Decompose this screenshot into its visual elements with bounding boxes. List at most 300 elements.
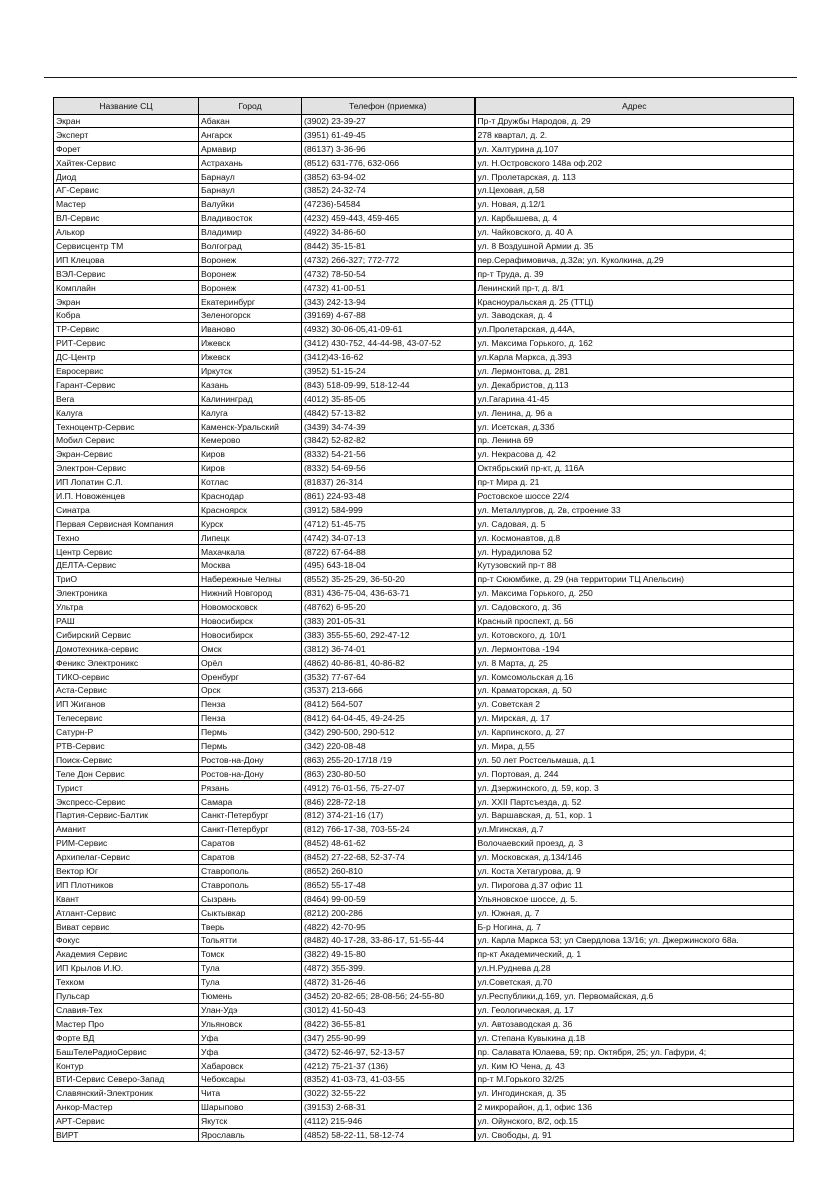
cell-address: ул. Степана Кувыкина д.18 [475,1031,794,1045]
cell-city: Томск [199,947,302,961]
table-row [54,503,794,517]
cell-phone: (8464) 99-00-59 [302,892,475,906]
cell-phone: (342) 220-08-48 [302,739,475,753]
cell-address: ул. Свободы, д. 91 [475,1128,794,1142]
cell-city: Пенза [199,711,302,725]
cell-address: ул. Садовского, д. 36 [475,600,794,614]
table-row [54,975,794,989]
table-row [54,433,794,447]
cell-address: ул. Заводская, д. 4 [475,308,794,322]
cell-address: ул. XXII Партсъезда, д. 52 [475,795,794,809]
cell-city: Уфа [199,1045,302,1059]
service-centers-table-container [53,97,793,1142]
cell-phone: (3812) 36-74-01 [302,642,475,656]
cell-address: ул. Ингодинская, д. 35 [475,1086,794,1100]
cell-city: Ростов-на-Дону [199,753,302,767]
cell-address: Пр-т Дружбы Народов, д. 29 [475,114,794,128]
cell-service-center: Атлант-Сервис [54,906,199,920]
table-row [54,1072,794,1086]
table-row [54,461,794,475]
cell-phone: (4912) 76-01-56, 75-27-07 [302,781,475,795]
cell-service-center: ДС-Центр [54,350,199,364]
cell-phone: (4212) 75-21-37 (136) [302,1059,475,1073]
cell-service-center: Славянский-Электроник [54,1086,199,1100]
table-row [54,336,794,350]
table-row [54,239,794,253]
cell-city: Орёл [199,656,302,670]
cell-phone: (3822) 49-15-80 [302,947,475,961]
cell-city: Валуйки [199,197,302,211]
cell-city: Армавир [199,142,302,156]
table-row [54,1114,794,1128]
cell-address: Красноуральская д. 25 (ТТЦ) [475,295,794,309]
cell-address: ул. Советская 2 [475,697,794,711]
cell-phone: (8412) 564-507 [302,697,475,711]
cell-service-center: Кобра [54,308,199,322]
cell-phone: (4872) 31-26-46 [302,975,475,989]
table-row [54,947,794,961]
cell-phone: (3452) 20-82-65; 28-08-56; 24-55-80 [302,989,475,1003]
cell-city: Саратов [199,850,302,864]
cell-city: Омск [199,642,302,656]
cell-address: ул. Мирская, д. 17 [475,711,794,725]
cell-service-center: Форет [54,142,199,156]
cell-city: Тула [199,975,302,989]
cell-phone: (8332) 54-69-56 [302,461,475,475]
cell-address: ул. Садовая, д. 5 [475,517,794,531]
table-row [54,211,794,225]
cell-phone: (8482) 40-17-28, 33-86-17, 51-55-44 [302,934,475,948]
cell-service-center: Электроника [54,586,199,600]
cell-service-center: Вега [54,392,199,406]
cell-service-center: Комплайн [54,281,199,295]
table-row [54,1045,794,1059]
table-row [54,114,794,128]
cell-address: ул. Котовского, д. 10/1 [475,628,794,642]
table-row [54,767,794,781]
table-row [54,420,794,434]
cell-address: пр. Ленина 69 [475,433,794,447]
cell-service-center: Аста-Сервис [54,684,199,698]
cell-service-center: Гарант-Сервис [54,378,199,392]
cell-city: Красноярск [199,503,302,517]
table-row [54,878,794,892]
cell-address: ул. Максима Горького, д. 162 [475,336,794,350]
cell-city: Владимир [199,225,302,239]
cell-address: ул. Новая, д.12/1 [475,197,794,211]
cell-phone: (8552) 35-25-29, 36-50-20 [302,572,475,586]
table-row [54,489,794,503]
cell-service-center: Фокус [54,934,199,948]
cell-phone: (812) 766-17-38, 703-55-24 [302,822,475,836]
cell-service-center: Экран [54,295,199,309]
cell-city: Улан-Удэ [199,1003,302,1017]
table-row [54,475,794,489]
cell-city: Санкт-Петербург [199,809,302,823]
cell-address: ул. Краматорская, д. 50 [475,684,794,698]
cell-city: Орск [199,684,302,698]
column-header-name: Название СЦ [54,98,199,115]
cell-phone: (3951) 61-49-45 [302,128,475,142]
cell-city: Якутск [199,1114,302,1128]
cell-address: ул. Декабристов, д.113 [475,378,794,392]
cell-city: Липецк [199,531,302,545]
cell-address: ул. Коста Хетагурова, д. 9 [475,864,794,878]
cell-phone: (4862) 40-86-81, 40-86-82 [302,656,475,670]
cell-address: Волочаевский проезд, д. 3 [475,836,794,850]
table-row [54,684,794,698]
table-row [54,545,794,559]
cell-city: Пенза [199,697,302,711]
table-row [54,183,794,197]
cell-service-center: Архипелаг-Сервис [54,850,199,864]
cell-service-center: Анкор-Мастер [54,1100,199,1114]
cell-service-center: Квант [54,892,199,906]
cell-city: Екатеринбург [199,295,302,309]
cell-service-center: ИП Крылов И.Ю. [54,961,199,975]
cell-phone: (3412)43-16-62 [302,350,475,364]
cell-address: пр-т Сююмбике, д. 29 (на территории ТЦ Апельсин) [475,572,794,586]
cell-city: Санкт-Петербург [199,822,302,836]
table-row [54,392,794,406]
cell-service-center: Хайтек-Сервис [54,156,199,170]
table-row [54,670,794,684]
cell-phone: (8442) 35-15-81 [302,239,475,253]
cell-phone: (3532) 77-67-64 [302,670,475,684]
cell-address: пр-кт Академический, д. 1 [475,947,794,961]
column-header-address: Адрес [475,98,794,115]
table-row [54,697,794,711]
cell-service-center: ИП Клецова [54,253,199,267]
cell-service-center: ТР-Сервис [54,322,199,336]
cell-phone: (846) 228-72-18 [302,795,475,809]
cell-address: ул. Максима Горького, д. 250 [475,586,794,600]
cell-city: Оренбург [199,670,302,684]
cell-address: Ростовское шоссе 22/4 [475,489,794,503]
cell-city: Ростов-на-Дону [199,767,302,781]
cell-phone: (4112) 215-946 [302,1114,475,1128]
cell-service-center: Форте ВД [54,1031,199,1045]
cell-phone: (4822) 42-70-95 [302,920,475,934]
cell-address: ул.Республики,д.169, ул. Первомайская, д.6 [475,989,794,1003]
cell-city: Калуга [199,406,302,420]
cell-city: Рязань [199,781,302,795]
cell-city: Шарыпово [199,1100,302,1114]
cell-city: Каменск-Уральский [199,420,302,434]
cell-phone: (4852) 58-22-11, 58-12-74 [302,1128,475,1142]
cell-service-center: РТВ-Сервис [54,739,199,753]
cell-city: Киров [199,447,302,461]
service-centers-table [53,97,794,1142]
table-row [54,225,794,239]
cell-city: Барнаул [199,170,302,184]
cell-city: Иркутск [199,364,302,378]
cell-service-center: Виват сервис [54,920,199,934]
cell-city: Пермь [199,725,302,739]
cell-city: Зеленогорск [199,308,302,322]
cell-address: ул.Карла Маркса, д.393 [475,350,794,364]
table-row [54,850,794,864]
cell-city: Котлас [199,475,302,489]
table-row [54,1031,794,1045]
cell-city: Сызрань [199,892,302,906]
cell-address: ул. Мира, д.55 [475,739,794,753]
cell-phone: (48762) 6-95-20 [302,600,475,614]
table-row [54,1017,794,1031]
cell-service-center: Мобил Сервис [54,433,199,447]
cell-service-center: ВЭЛ-Сервис [54,267,199,281]
cell-city: Новосибирск [199,628,302,642]
cell-phone: (3952) 51-15-24 [302,364,475,378]
table-row [54,920,794,934]
cell-city: Саратов [199,836,302,850]
cell-service-center: Евросервис [54,364,199,378]
cell-phone: (3912) 584-999 [302,503,475,517]
cell-address: ул. Некрасова д. 42 [475,447,794,461]
cell-address: Кутузовский пр-т 88 [475,559,794,573]
cell-city: Пермь [199,739,302,753]
cell-phone: (8352) 41-03-73, 41-03-55 [302,1072,475,1086]
cell-city: Тюмень [199,989,302,1003]
table-row [54,517,794,531]
table-row [54,961,794,975]
cell-service-center: Первая Сервисная Компания [54,517,199,531]
cell-service-center: Сатурн-Р [54,725,199,739]
cell-address: ул. Ким Ю Чена, д. 43 [475,1059,794,1073]
cell-address: ул. Нурадилова 52 [475,545,794,559]
cell-service-center: Мастер Про [54,1017,199,1031]
cell-city: Махачкала [199,545,302,559]
table-row [54,586,794,600]
column-header-phone: Телефон (приемка) [302,98,475,115]
cell-city: Иваново [199,322,302,336]
cell-service-center: Экран-Сервис [54,447,199,461]
cell-phone: (8412) 64-04-45, 49-24-25 [302,711,475,725]
cell-city: Ульяновск [199,1017,302,1031]
cell-phone: (4742) 34-07-13 [302,531,475,545]
table-body [54,114,794,1142]
cell-phone: (831) 436-75-04, 436-63-71 [302,586,475,600]
cell-service-center: Мастер [54,197,199,211]
cell-phone: (4932) 30-06-05,41-09-61 [302,322,475,336]
table-row [54,531,794,545]
cell-phone: (347) 255-90-99 [302,1031,475,1045]
cell-address: ул. Лермонтова, д. 281 [475,364,794,378]
cell-address: 278 квартал, д. 2. [475,128,794,142]
cell-phone: (3022) 32-55-22 [302,1086,475,1100]
cell-address: ул. Чайковского, д. 40 А [475,225,794,239]
cell-service-center: Славия-Тех [54,1003,199,1017]
cell-address: Красный проспект, д. 56 [475,614,794,628]
table-row [54,156,794,170]
cell-phone: (3412) 430-752, 44-44-98, 43-07-52 [302,336,475,350]
cell-address: Б-р Ногина, д. 7 [475,920,794,934]
cell-service-center: ТИКО-сервис [54,670,199,684]
cell-service-center: ИП Жиганов [54,697,199,711]
cell-city: Набережные Челны [199,572,302,586]
cell-service-center: ВЛ-Сервис [54,211,199,225]
cell-address: ул. Варшавская, д. 51, кор. 1 [475,809,794,823]
cell-city: Краснодар [199,489,302,503]
column-header-city: Город [199,98,302,115]
table-row [54,600,794,614]
cell-city: Тверь [199,920,302,934]
cell-service-center: Экспресс-Сервис [54,795,199,809]
table-row [54,906,794,920]
table-row [54,656,794,670]
cell-service-center: Эксперт [54,128,199,142]
cell-address: ул.Советская, д.70 [475,975,794,989]
cell-address: ул.Пролетарская, д.44А, [475,322,794,336]
cell-city: Хабаровск [199,1059,302,1073]
cell-phone: (4922) 34-86-60 [302,225,475,239]
cell-phone: (8212) 200-286 [302,906,475,920]
cell-address: ул.Н.Руднева д.28 [475,961,794,975]
table-row [54,614,794,628]
table-row [54,781,794,795]
cell-service-center: Вектор Юг [54,864,199,878]
cell-phone: (3439) 34-74-39 [302,420,475,434]
table-row [54,864,794,878]
cell-address: ул. Московская, д.134/146 [475,850,794,864]
table-header-row [54,98,794,115]
cell-service-center: ВТИ-Сервис Северо-Запад [54,1072,199,1086]
cell-phone: (3012) 41-50-43 [302,1003,475,1017]
cell-city: Ярославль [199,1128,302,1142]
cell-city: Ижевск [199,336,302,350]
cell-address: ул. Лермонтова -194 [475,642,794,656]
cell-service-center: И.П. Новоженцев [54,489,199,503]
cell-phone: (342) 290-500, 290-512 [302,725,475,739]
table-row [54,809,794,823]
cell-address: ул. Комсомольская д.16 [475,670,794,684]
cell-city: Воронеж [199,281,302,295]
cell-service-center: Калуга [54,406,199,420]
cell-address: ул. Южная, д. 7 [475,906,794,920]
table-row [54,350,794,364]
cell-service-center: БашТелеРадиоСервис [54,1045,199,1059]
cell-city: Воронеж [199,253,302,267]
cell-service-center: Партия-Сервис-Балтик [54,809,199,823]
cell-phone: (343) 242-13-94 [302,295,475,309]
cell-phone: (843) 518-09-99, 518-12-44 [302,378,475,392]
cell-city: Ангарск [199,128,302,142]
cell-city: Чебоксары [199,1072,302,1086]
cell-service-center: Алькор [54,225,199,239]
cell-address: ул. Карла Маркса 53; ул Свердлова 13/16; ул. Джержинского 68а. [475,934,794,948]
table-row [54,142,794,156]
cell-phone: (4872) 355-399. [302,961,475,975]
cell-address: ул. Ойунского, 8/2, оф.15 [475,1114,794,1128]
cell-phone: (383) 355-55-60, 292-47-12 [302,628,475,642]
table-row [54,642,794,656]
table-row [54,197,794,211]
cell-service-center: Центр Сервис [54,545,199,559]
table-row [54,1100,794,1114]
cell-phone: (4012) 35-85-05 [302,392,475,406]
cell-phone: (3472) 52-46-97, 52-13-57 [302,1045,475,1059]
cell-address: ул. Н.Островского 148а оф.202 [475,156,794,170]
cell-address: 2 микрорайон, д.1, офис 136 [475,1100,794,1114]
cell-address: ул. Карпинского, д. 27 [475,725,794,739]
cell-phone: (3852) 63-94-02 [302,170,475,184]
cell-phone: (8422) 36-55-81 [302,1017,475,1031]
table-row [54,628,794,642]
cell-address: ул. Металлургов, д. 2в, строение 33 [475,503,794,517]
cell-phone: (81837) 26-314 [302,475,475,489]
cell-phone: (863) 230-80-50 [302,767,475,781]
table-row [54,795,794,809]
cell-address: ул. 50 лет Ростсельмаша, д.1 [475,753,794,767]
cell-address: ул. Карбышева, д. 4 [475,211,794,225]
cell-phone: (3852) 24-32-74 [302,183,475,197]
table-row [54,128,794,142]
table-row [54,308,794,322]
cell-service-center: Техком [54,975,199,989]
cell-phone: (4732) 41-00-51 [302,281,475,295]
cell-city: Калининград [199,392,302,406]
cell-city: Киров [199,461,302,475]
table-row [54,406,794,420]
table-row [54,281,794,295]
table-row [54,1003,794,1017]
cell-city: Волгоград [199,239,302,253]
cell-service-center: РИТ-Сервис [54,336,199,350]
cell-service-center: ИП Плотников [54,878,199,892]
cell-phone: (4232) 459-443, 459-465 [302,211,475,225]
cell-service-center: ВИРТ [54,1128,199,1142]
cell-city: Чита [199,1086,302,1100]
table-row [54,1086,794,1100]
cell-city: Владивосток [199,211,302,225]
table-row [54,836,794,850]
cell-city: Казань [199,378,302,392]
cell-service-center: Сибирский Сервис [54,628,199,642]
cell-address: ул. Космонавтов, д.8 [475,531,794,545]
cell-service-center: РАШ [54,614,199,628]
cell-phone: (8652) 55-17-48 [302,878,475,892]
cell-address: Ленинский пр-т, д. 8/1 [475,281,794,295]
table-row [54,711,794,725]
cell-city: Воронеж [199,267,302,281]
cell-service-center: Контур [54,1059,199,1073]
table-row [54,447,794,461]
cell-service-center: Ультра [54,600,199,614]
cell-service-center: Синатра [54,503,199,517]
cell-service-center: Экран [54,114,199,128]
table-row [54,739,794,753]
cell-city: Тула [199,961,302,975]
cell-city: Новомосковск [199,600,302,614]
cell-city: Новосибирск [199,614,302,628]
cell-city: Абакан [199,114,302,128]
cell-service-center: Турист [54,781,199,795]
cell-address: ул. Пирогова д.37 офис 11 [475,878,794,892]
cell-address: Октябрьский пр-кт, д. 116А [475,461,794,475]
cell-phone: (861) 224-93-48 [302,489,475,503]
cell-city: Кемерово [199,433,302,447]
cell-city: Курск [199,517,302,531]
cell-phone: (8452) 27-22-68, 52-37-74 [302,850,475,864]
cell-phone: (4842) 57-13-82 [302,406,475,420]
cell-phone: (383) 201-05-31 [302,614,475,628]
cell-phone: (863) 255-20-17/18 /19 [302,753,475,767]
table-row [54,822,794,836]
cell-phone: (8652) 260-810 [302,864,475,878]
table-row [54,989,794,1003]
cell-address: ул. Исетская, д.33б [475,420,794,434]
cell-city: Нижний Новгород [199,586,302,600]
